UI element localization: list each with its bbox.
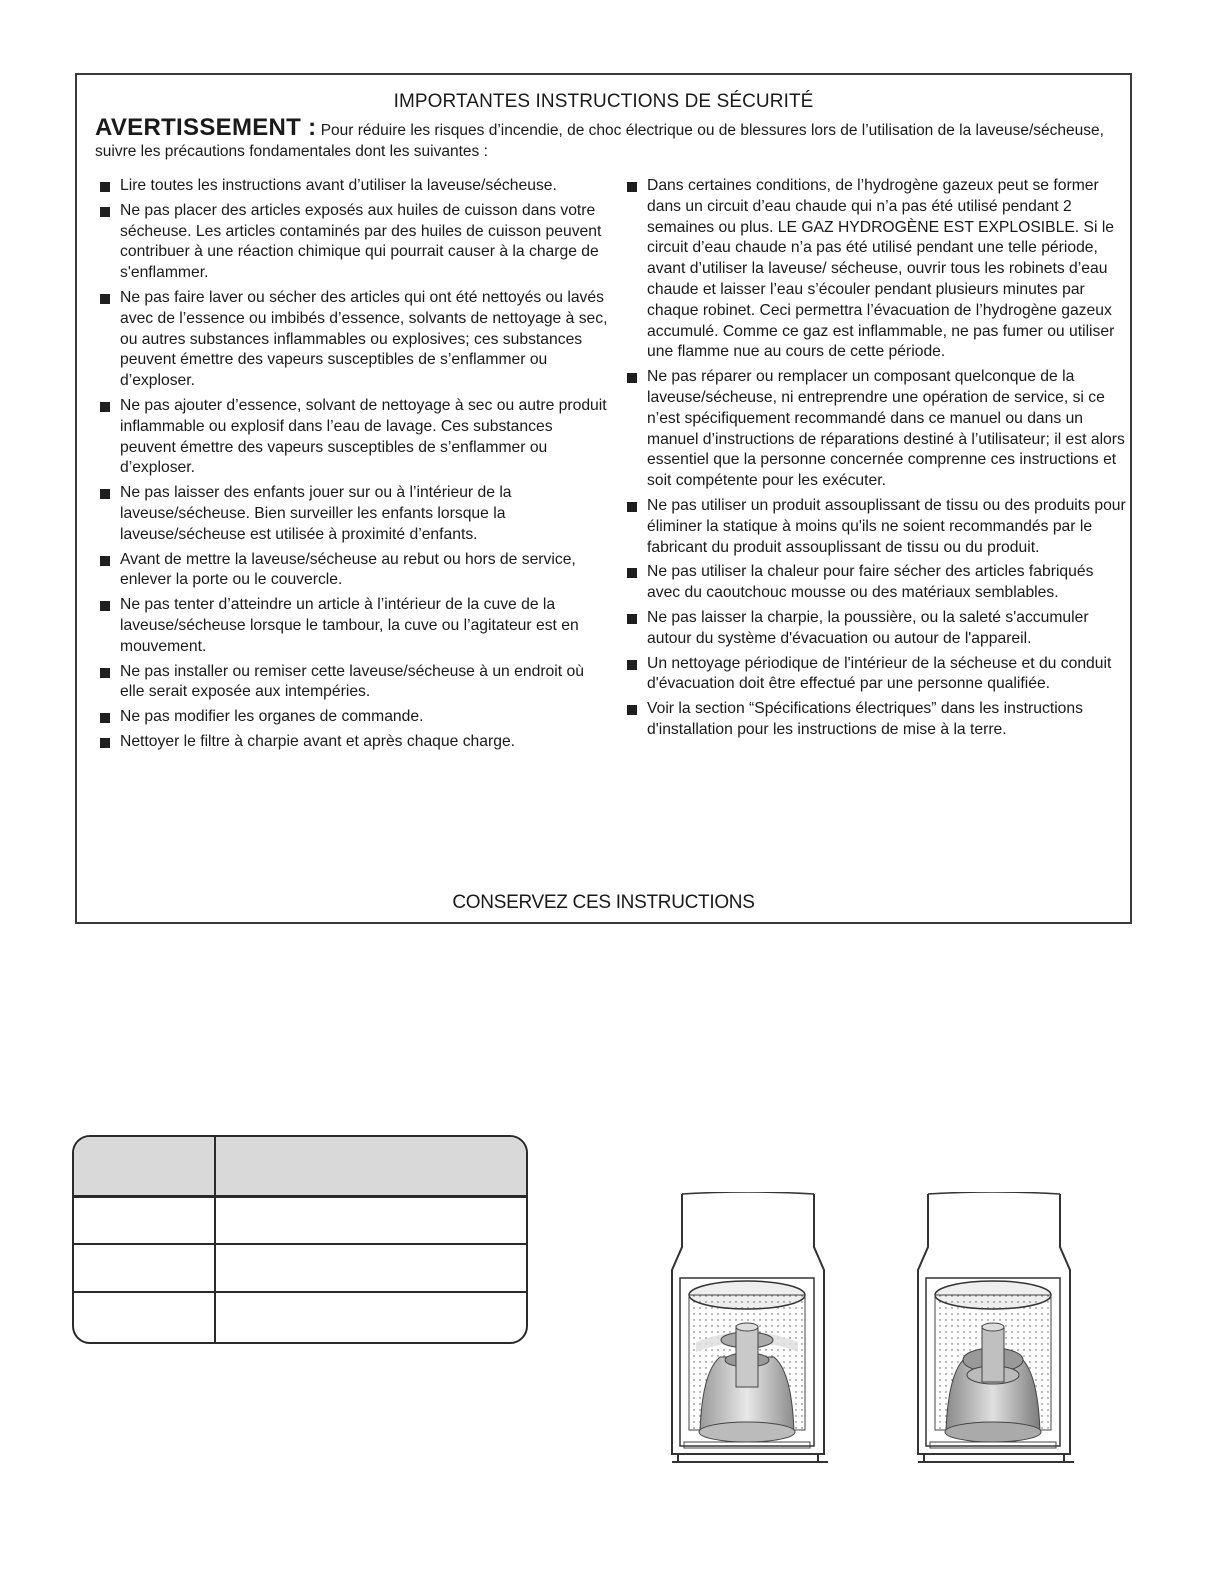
safety-item: Avant de mettre la laveuse/sécheuse au rebut ou hors de service, enlever la porte ou le couvercle.: [100, 550, 610, 592]
table-row-divider: [74, 1291, 526, 1293]
safety-item: Ne pas utiliser un produit assouplissant de tissu ou des produits pour éliminer la statique à moins qu'ils ne soient recommandés par le fabricant du produit assouplissant de tissu ou du produit.: [627, 496, 1127, 558]
safety-item: Ne pas réparer ou remplacer un composant quelconque de la laveuse/sécheuse, ni entreprendre une opération de service, si ce n’est spécifiquement recommandé dans ce manuel ou dans un manuel d’instructions de réparations destiné à l’utilisateur; il est alors essentiel que la personne concernée comprenne ces instructions et soit compétente pour les exécuter.: [627, 367, 1127, 492]
safety-item: Ne pas modifier les organes de commande.: [100, 707, 610, 728]
warning-word: AVERTISSEMENT :: [95, 114, 317, 141]
safety-list-right: [627, 176, 1127, 745]
safety-item: Ne pas utiliser la chaleur pour faire sécher des articles fabriqués avec du caoutchouc mousse ou des matériaux semblables.: [627, 562, 1127, 604]
safety-item: Dans certaines conditions, de l’hydrogène gazeux peut se former dans un circuit d’eau chaude qui n’a pas été utilisé pendant 2 semaines ou plus. LE GAZ HYDROGÈNE EST EXPLOSIBLE. Si le circuit d’eau chaude n’a pas été utilisé pendant une telle période, avant d’utiliser la laveuse/ sécheuse, ouvrir tous les robinets d’eau chaude et laisser l’eau s’écouler pendant plusieurs minutes par chaque robinet. Ceci permettra l’évacuation de l’hydrogène gazeux accumulé. Comme ce gaz est inflammable, ne pas fumer ou utiliser une flamme nue au cours de cette période.: [627, 176, 1127, 363]
washer-illustration-left: [668, 1192, 833, 1464]
safety-item: Lire toutes les instructions avant d’utiliser la laveuse/sécheuse.: [100, 176, 610, 197]
safety-list-left: [100, 176, 610, 757]
warning-text: Pour réduire les risques d’incendie, de choc électrique ou de blessures lors de l’utilisation de la laveuse/sécheuse, suivre les précautions fondamentales dont les suivantes :: [95, 122, 1104, 160]
safety-item: Ne pas tenter d’atteindre un article à l’intérieur de la cuve de la laveuse/sécheuse lorsque le tambour, la cuve ou l’agitateur est en mouvement.: [100, 595, 610, 657]
warning-intro: [95, 114, 1112, 162]
safety-title: IMPORTANTES INSTRUCTIONS DE SÉCURITÉ: [393, 91, 814, 112]
safety-item: Nettoyer le filtre à charpie avant et après chaque charge.: [100, 732, 610, 753]
safety-instructions-box: [75, 73, 1132, 924]
safety-item: Ne pas placer des articles exposés aux huiles de cuisson dans votre sécheuse. Les articles contaminés par des huiles de cuisson peuvent contribuer à une réaction chimique qui pourrait causer à la charge de s'enflammer.: [100, 201, 610, 284]
safety-item: Un nettoyage périodique de l'intérieur de la sécheuse et du conduit d'évacuation doit être effectué par une personne qualifiée.: [627, 654, 1127, 696]
safety-item: Voir la section “Spécifications électriques” dans les instructions d'installation pour les instructions de mise à la terre.: [627, 699, 1127, 741]
safety-item: Ne pas laisser la charpie, la poussière, ou la saleté s'accumuler autour du système d'évacuation ou autour de l'appareil.: [627, 608, 1127, 650]
safety-footer: CONSERVEZ CES INSTRUCTIONS: [452, 892, 755, 913]
safety-item: Ne pas laisser des enfants jouer sur ou à l’intérieur de la laveuse/sécheuse. Bien surveiller les enfants lorsque la laveuse/sécheuse est utilisée à proximité d’enfants.: [100, 483, 610, 545]
table-column-divider: [214, 1137, 216, 1342]
table-header-row: [74, 1137, 526, 1198]
safety-item: Ne pas ajouter d’essence, solvant de nettoyage à sec ou autre produit inflammable ou explosif dans l’eau de lavage. Ces substances peuvent émettre des vapeurs susceptibles de s’enflammer ou d’exploser.: [100, 396, 610, 479]
spec-table: [72, 1135, 528, 1344]
washer-illustration-right: [914, 1192, 1079, 1464]
safety-item: Ne pas installer ou remiser cette laveuse/sécheuse à un endroit où elle serait exposée aux intempéries.: [100, 662, 610, 704]
safety-item: Ne pas faire laver ou sécher des articles qui ont été nettoyés ou lavés avec de l’essence ou imbibés d’essence, solvants de nettoyage à sec, ou autres substances inflammables ou explosives; ces substances peuvent émettre des vapeurs susceptibles de s’enflammer ou d’exploser.: [100, 288, 610, 392]
table-row-divider: [74, 1243, 526, 1245]
